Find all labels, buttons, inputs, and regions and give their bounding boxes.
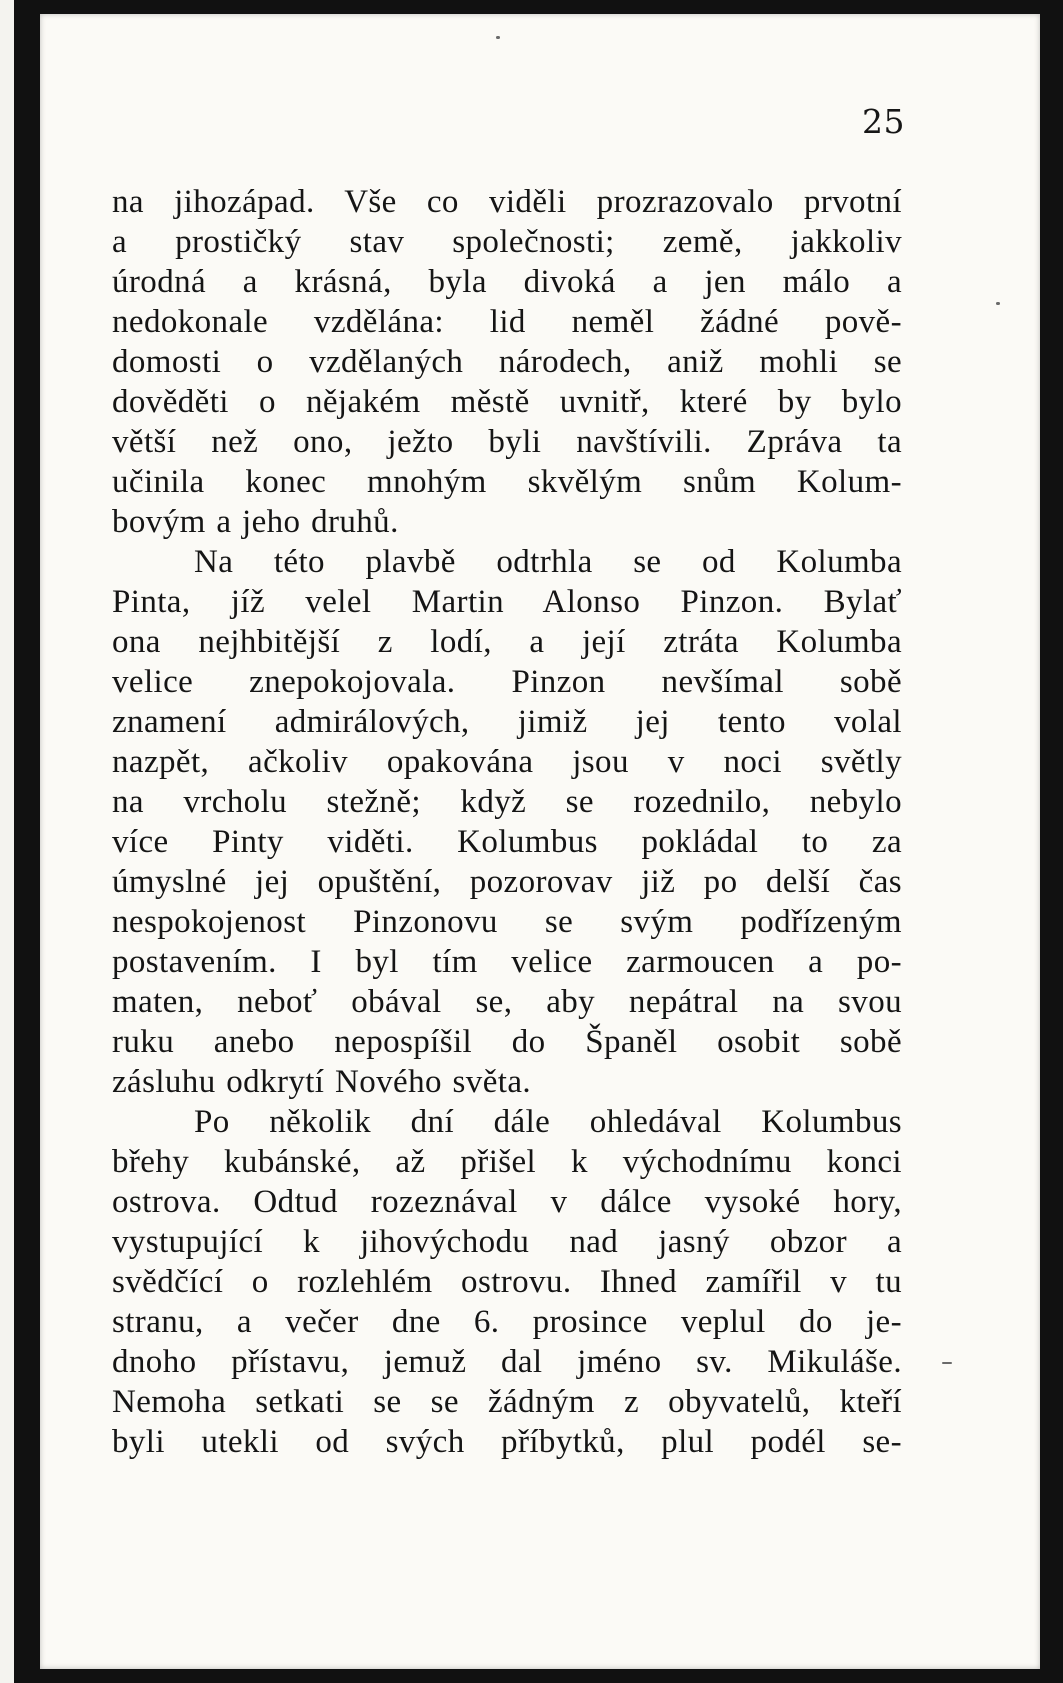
text-line: více Pinty viděti. Kolumbus pokládal to za — [112, 824, 902, 860]
page-number: 25 — [862, 102, 905, 141]
text-line: a prostičký stav společnosti; země, jakkoliv — [112, 224, 902, 260]
text-line: domosti o vzdělaných národech, aniž mohli se — [112, 344, 902, 380]
text-line: maten, neboť obával se, aby nepátral na svou — [112, 984, 902, 1020]
text-line: velice znepokojovala. Pinzon nevšímal sobě — [112, 664, 902, 700]
text-line: ruku anebo nepospíšil do Španěl osobit sobě — [112, 1024, 902, 1060]
text-line: dnoho přístavu, jemuž dal jméno sv. Mikuláše. — [112, 1344, 902, 1380]
text-line: učinila konec mnohým skvělým snům Kolum- — [112, 464, 902, 500]
text-line: dověděti o nějakém městě uvnitř, které by bylo — [112, 384, 902, 420]
text-line: vystupující k jihovýchodu nad jasný obzor a — [112, 1224, 902, 1260]
text-line: stranu, a večer dne 6. prosince veplul do je- — [112, 1304, 902, 1340]
text-line: na jihozápad. Vše co viděli prozrazovalo prvotní — [112, 184, 902, 220]
body-text — [112, 182, 902, 1462]
text-line: úmyslné jej opuštění, pozorovav již po delší čas — [112, 864, 902, 900]
text-line: svědčící o rozlehlém ostrovu. Ihned zamířil v tu — [112, 1264, 902, 1300]
text-line: břehy kubánské, až přišel k východnímu konci — [112, 1144, 902, 1180]
text-line: postavením. I byl tím velice zarmoucen a po- — [112, 944, 902, 980]
text-line: zásluhu odkrytí Nového světa. — [112, 1064, 532, 1100]
adjacent-page-edge — [0, 0, 22, 1683]
scan-speck — [496, 36, 500, 39]
text-line: byli utekli od svých příbytků, plul podél se- — [112, 1424, 902, 1460]
text-line: Nemoha setkati se se žádným z obyvatelů, kteří — [112, 1384, 902, 1420]
scan-speck — [996, 302, 1000, 305]
scan-speck — [942, 1362, 952, 1364]
paragraph-first-line: Na této plavbě odtrhla se od Kolumba — [194, 544, 902, 580]
paragraph-first-line: Po několik dní dále ohledával Kolumbus — [194, 1104, 902, 1140]
text-line: větší než ono, ježto byli navštívili. Zpráva ta — [112, 424, 902, 460]
text-line: znamení admirálových, jimiž jej tento volal — [112, 704, 902, 740]
text-line: bovým a jeho druhů. — [112, 504, 399, 540]
text-line: úrodná a krásná, byla divoká a jen málo a — [112, 264, 902, 300]
text-line: nedokonale vzdělána: lid neměl žádné pově- — [112, 304, 902, 340]
text-line: na vrcholu stežně; když se rozednilo, nebylo — [112, 784, 902, 820]
text-line: ona nejhbitější z lodí, a její ztráta Kolumba — [112, 624, 902, 660]
text-line: ostrova. Odtud rozeznával v dálce vysoké hory, — [112, 1184, 902, 1220]
text-line: nespokojenost Pinzonovu se svým podřízeným — [112, 904, 902, 940]
text-line: nazpět, ačkoliv opakována jsou v noci světly — [112, 744, 902, 780]
text-line: Pinta, jíž velel Martin Alonso Pinzon. Bylať — [112, 584, 902, 620]
